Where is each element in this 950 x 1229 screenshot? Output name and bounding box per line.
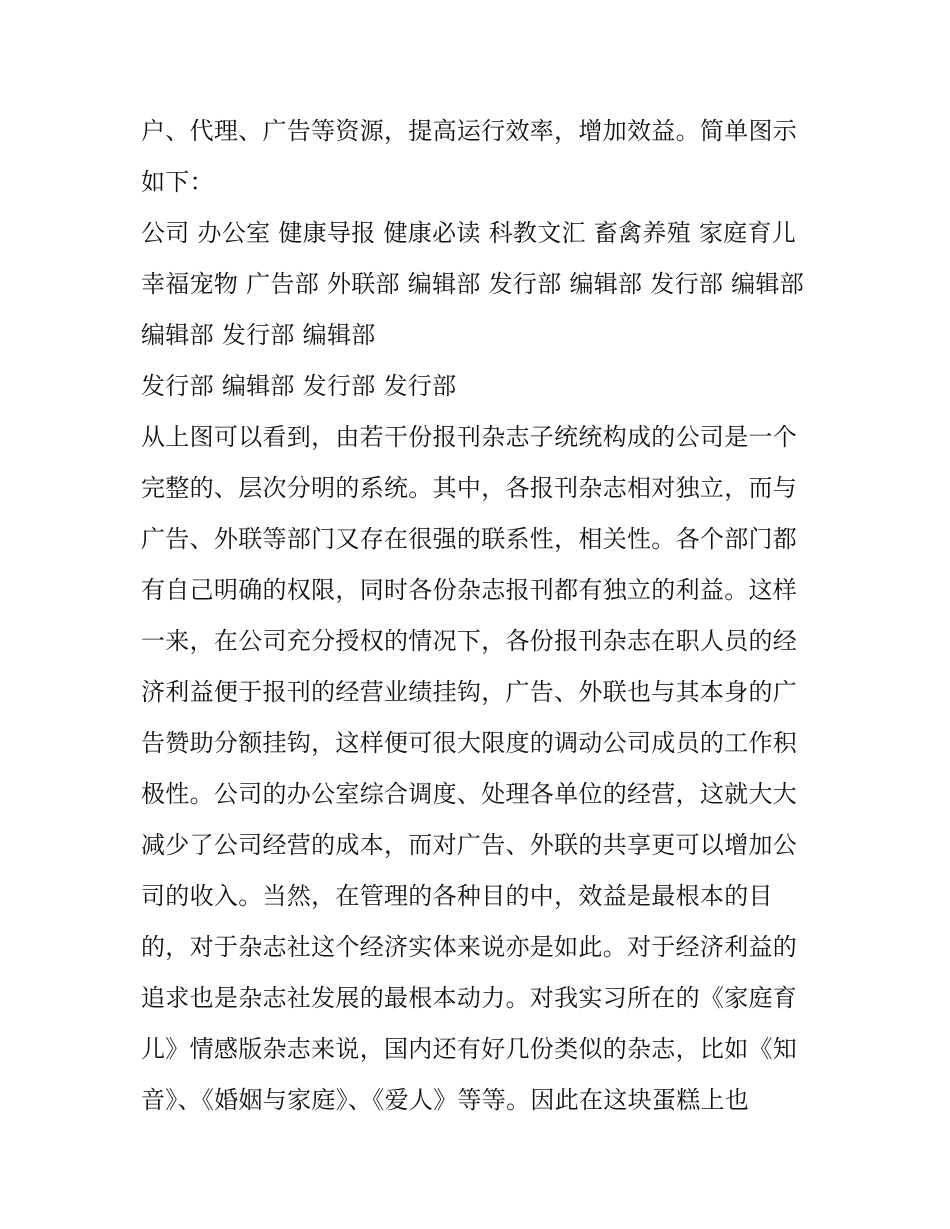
text-line-11: 一来，在公司充分授权的情况下，各份报刊杂志在职人员的经 xyxy=(141,627,798,655)
text-line-8: 完整的、层次分明的系统。其中，各报刊杂志相对独立，而与 xyxy=(141,474,798,502)
text-line-18: 追求也是杂志社发展的最根本动力。对我实习所在的《家庭育 xyxy=(141,984,798,1012)
text-line-17: 的，对于杂志社这个经济实体来说亦是如此。对于经济利益的 xyxy=(141,933,798,961)
text-line-13: 告赞助分额挂钩，这样便可很大限度的调动公司成员的工作积 xyxy=(141,729,798,757)
text-line-1: 户、代理、广告等资源，提高运行效率，增加效益。简单图示 xyxy=(141,117,798,145)
org-chart-row-2: 幸福宠物 广告部 外联部 编辑部 发行部 编辑部 发行部 编辑部 xyxy=(141,270,804,298)
org-chart-row-4: 发行部 编辑部 发行部 发行部 xyxy=(141,372,457,400)
text-line-15: 减少了公司经营的成本，而对广告、外联的共享更可以增加公 xyxy=(141,831,798,859)
text-line-16: 司的收入。当然，在管理的各种目的中，效益是最根本的目 xyxy=(141,882,773,910)
text-line-10: 有自己明确的权限，同时各份杂志报刊都有独立的利益。这样 xyxy=(141,576,798,604)
text-line-14: 极性。公司的办公室综合调度、处理各单位的经营，这就大大 xyxy=(141,780,798,808)
text-line-2: 如下： xyxy=(141,168,214,196)
text-line-9: 广告、外联等部门又存在很强的联系性，相关性。各个部门都 xyxy=(141,525,798,553)
document-body xyxy=(141,106,821,1126)
text-line-20: 音》、《婚姻与家庭》、《爱人》等等。因此在这块蛋糕上也 xyxy=(141,1086,750,1114)
text-line-7: 从上图可以看到，由若干份报刊杂志子统统构成的公司是一个 xyxy=(141,423,798,451)
text-line-19: 儿》情感版杂志来说，国内还有好几份类似的杂志，比如《知 xyxy=(141,1035,798,1063)
org-chart-row-3: 编辑部 发行部 编辑部 xyxy=(141,321,376,349)
text-line-12: 济利益便于报刊的经营业绩挂钩，广告、外联也与其本身的广 xyxy=(141,678,798,706)
org-chart-row-1: 公司 办公室 健康导报 健康必读 科教文汇 畜禽养殖 家庭育儿 xyxy=(141,219,797,247)
